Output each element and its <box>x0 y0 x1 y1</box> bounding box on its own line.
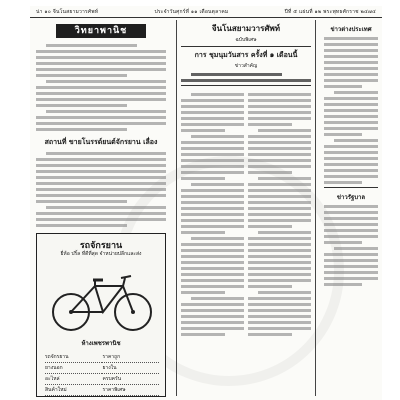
middle-body <box>181 90 311 339</box>
newspaper-page <box>30 6 382 400</box>
left-headline: สถานที่ ขายโนรรด์ยนต์จักรยาน เลื่อง <box>44 137 158 146</box>
table-row <box>45 352 159 363</box>
middle-subtitle: ฉบับพิเศษ <box>235 37 257 43</box>
page-header <box>30 6 382 18</box>
bicycle-advertisement <box>36 233 166 397</box>
masthead-banner: วิทยาพานิช <box>56 24 146 38</box>
ad-shop-name: ห้างเพชรพานิช <box>81 340 121 347</box>
middle-section-head: การ ชุมนุมวันสาร ครั้งที่ ๑ เดือนนี้ <box>194 50 298 59</box>
left-column <box>36 20 166 396</box>
ad-cell: ยางใน <box>102 363 159 374</box>
header-left: น่า ๑๐ จีนโนสยามวารศัพท์ <box>36 9 99 15</box>
ad-cell: ราคาพิเศษ <box>102 385 159 396</box>
middle-column <box>176 20 316 396</box>
left-article-2 <box>36 152 166 227</box>
ad-cell: ครบครัน <box>102 374 159 385</box>
right-head-2: ข่าวรัฐบาล <box>336 194 366 201</box>
right-column <box>324 20 378 396</box>
header-center: ประจำวันศุกร์ที่ ๑๑ เดือนตุลาคม <box>154 9 229 15</box>
left-article-1 <box>36 44 166 131</box>
ad-cell: ราคาถูก <box>102 352 159 363</box>
table-row <box>45 385 159 396</box>
right-head-1: ข่าวต่างประเทศ <box>330 26 372 33</box>
ad-cell: สินค้าใหม่ <box>45 385 102 396</box>
middle-body-right <box>248 90 311 339</box>
ad-subtitle: ยี่ห้อ ปริ้ล ที่ดีที่สุด จำหน่ายปลีกและส่ง <box>60 251 142 257</box>
bicycle-illustration <box>49 270 155 334</box>
ad-brand: รถจักรยาน <box>79 241 123 251</box>
middle-body-left <box>181 90 244 339</box>
divider <box>181 46 311 47</box>
middle-section-sub: ข่าวสำคัญ <box>234 63 258 69</box>
middle-title: จีนโนสยามวารศัพท์ <box>211 23 281 33</box>
ad-cell: อะไหล่ <box>45 374 102 385</box>
divider <box>324 187 378 188</box>
divider <box>181 85 311 86</box>
ad-price-table <box>45 352 159 396</box>
table-row <box>45 374 159 385</box>
table-row <box>45 363 159 374</box>
ad-cell: รถจักรยาน <box>45 352 102 363</box>
ad-cell: ยางนอก <box>45 363 102 374</box>
header-right: ปีที่ ๕ แผ่นที่ ๑๒ พระพุทธศักราช ๒๔๗๔ <box>284 9 376 15</box>
